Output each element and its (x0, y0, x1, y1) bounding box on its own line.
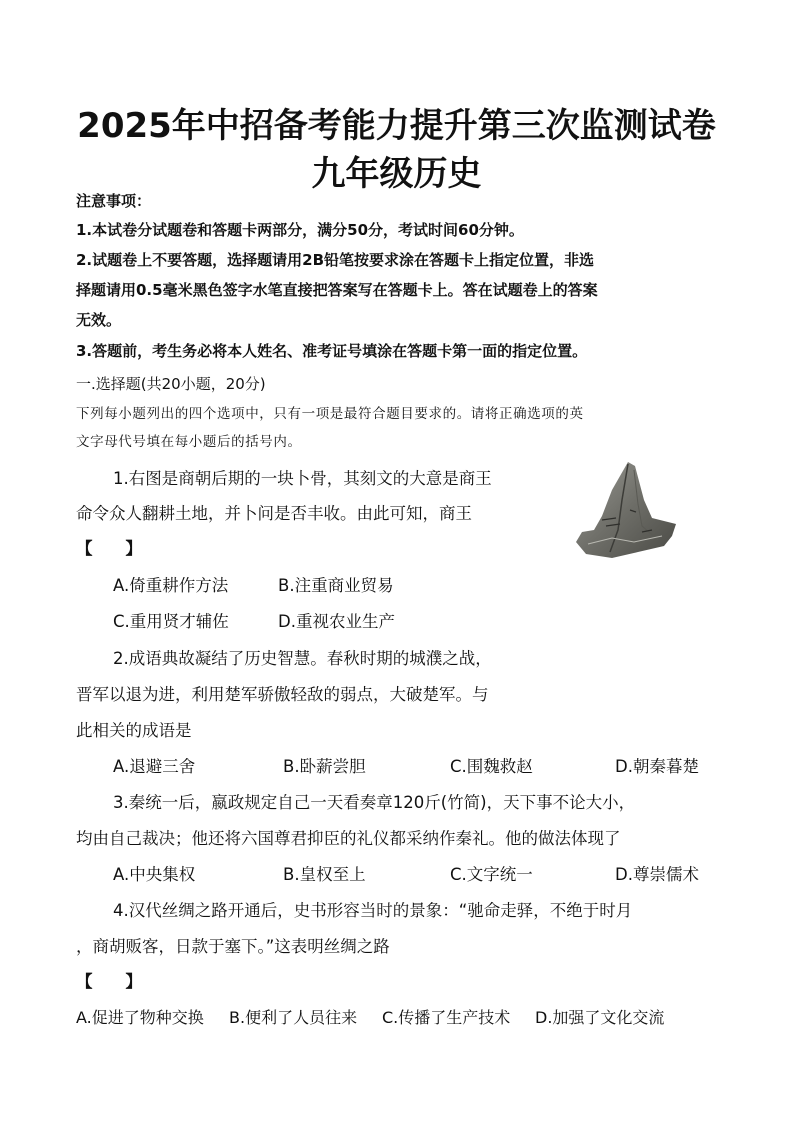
option-a: A.倚重耕作方法 (113, 576, 229, 595)
option-d: D.重视农业生产 (278, 612, 395, 631)
notice-item: 择题请用0.5毫米黑色签字水笔直接把答案写在答题卡上。答在试题卷上的答案 (76, 281, 598, 299)
option-a: A.中央集权 (113, 865, 196, 884)
question-3-text: 3.秦统一后，嬴政规定自己一天看奏章120斤(竹简)，天下事不论大小， (113, 793, 636, 812)
question-1-text: 1.右图是商朝后期的一块卜骨，其刻文的大意是商王 (113, 469, 492, 488)
option-d: D.朝秦暮楚 (615, 757, 699, 776)
option-b: B.注重商业贸易 (278, 576, 394, 595)
option-b: B.卧薪尝胆 (283, 757, 366, 776)
section-heading: 一.选择题(共20小题，20分) (76, 375, 266, 393)
notice-item: 1.本试卷分试题卷和答题卡两部分，满分50分，考试时间60分钟。 (76, 221, 524, 239)
option-b: B.皇权至上 (283, 865, 366, 884)
section-instruction: 下列每小题列出的四个选项中，只有一项是最符合题目要求的。请将正确选项的英 (76, 406, 584, 422)
option-b: B.便利了人员往来 (229, 1008, 358, 1027)
notice-item: 无效。 (76, 311, 122, 329)
question-2-text: 2.成语典故凝结了历史智慧。春秋时期的城濮之战， (113, 649, 492, 668)
question-4-text: ，商胡贩客，日款于塞下。”这表明丝绸之路 (76, 937, 390, 956)
answer-bracket: 【 】 (76, 539, 142, 558)
notice-item: 2.试题卷上不要答题，选择题请用2B铅笔按要求涂在答题卡上指定位置，非选 (76, 251, 595, 269)
option-d: D.加强了文化交流 (535, 1008, 665, 1027)
option-c: C.传播了生产技术 (382, 1008, 511, 1027)
question-2-text: 晋军以退为进，利用楚军骄傲轻敌的弱点，大破楚军。与 (76, 685, 489, 704)
section-instruction: 文字母代号填在每小题后的括号内。 (76, 434, 302, 450)
answer-bracket: 【 】 (76, 972, 142, 991)
option-c: C.围魏救赵 (450, 757, 533, 776)
option-a: A.退避三舍 (113, 757, 196, 776)
oracle-bone-image (572, 460, 680, 562)
question-1-text: 命令众人翻耕土地，并卜问是否丰收。由此可知，商王 (76, 504, 472, 523)
question-4-text: 4.汉代丝绸之路开通后，史书形容当时的景象：“驰命走驿，不绝于时月 (113, 901, 633, 920)
exam-subtitle: 九年级历史 (311, 154, 482, 194)
notice-heading: 注意事项： (76, 192, 152, 210)
notice-item: 3.答题前，考生务必将本人姓名、准考证号填涂在答题卡第一面的指定位置。 (76, 342, 588, 360)
question-2-text: 此相关的成语是 (76, 721, 192, 740)
option-c: C.文字统一 (450, 865, 533, 884)
question-3-text: 均由自己裁决；他还将六国尊君抑臣的礼仪都采纳作秦礼。他的做法体现了 (76, 829, 621, 848)
option-d: D.尊崇儒术 (615, 865, 699, 884)
option-a: A.促进了物种交换 (76, 1008, 204, 1027)
option-c: C.重用贤才辅佐 (113, 612, 229, 631)
exam-title: 2025年中招备考能力提升第三次监测试卷 (77, 106, 716, 146)
